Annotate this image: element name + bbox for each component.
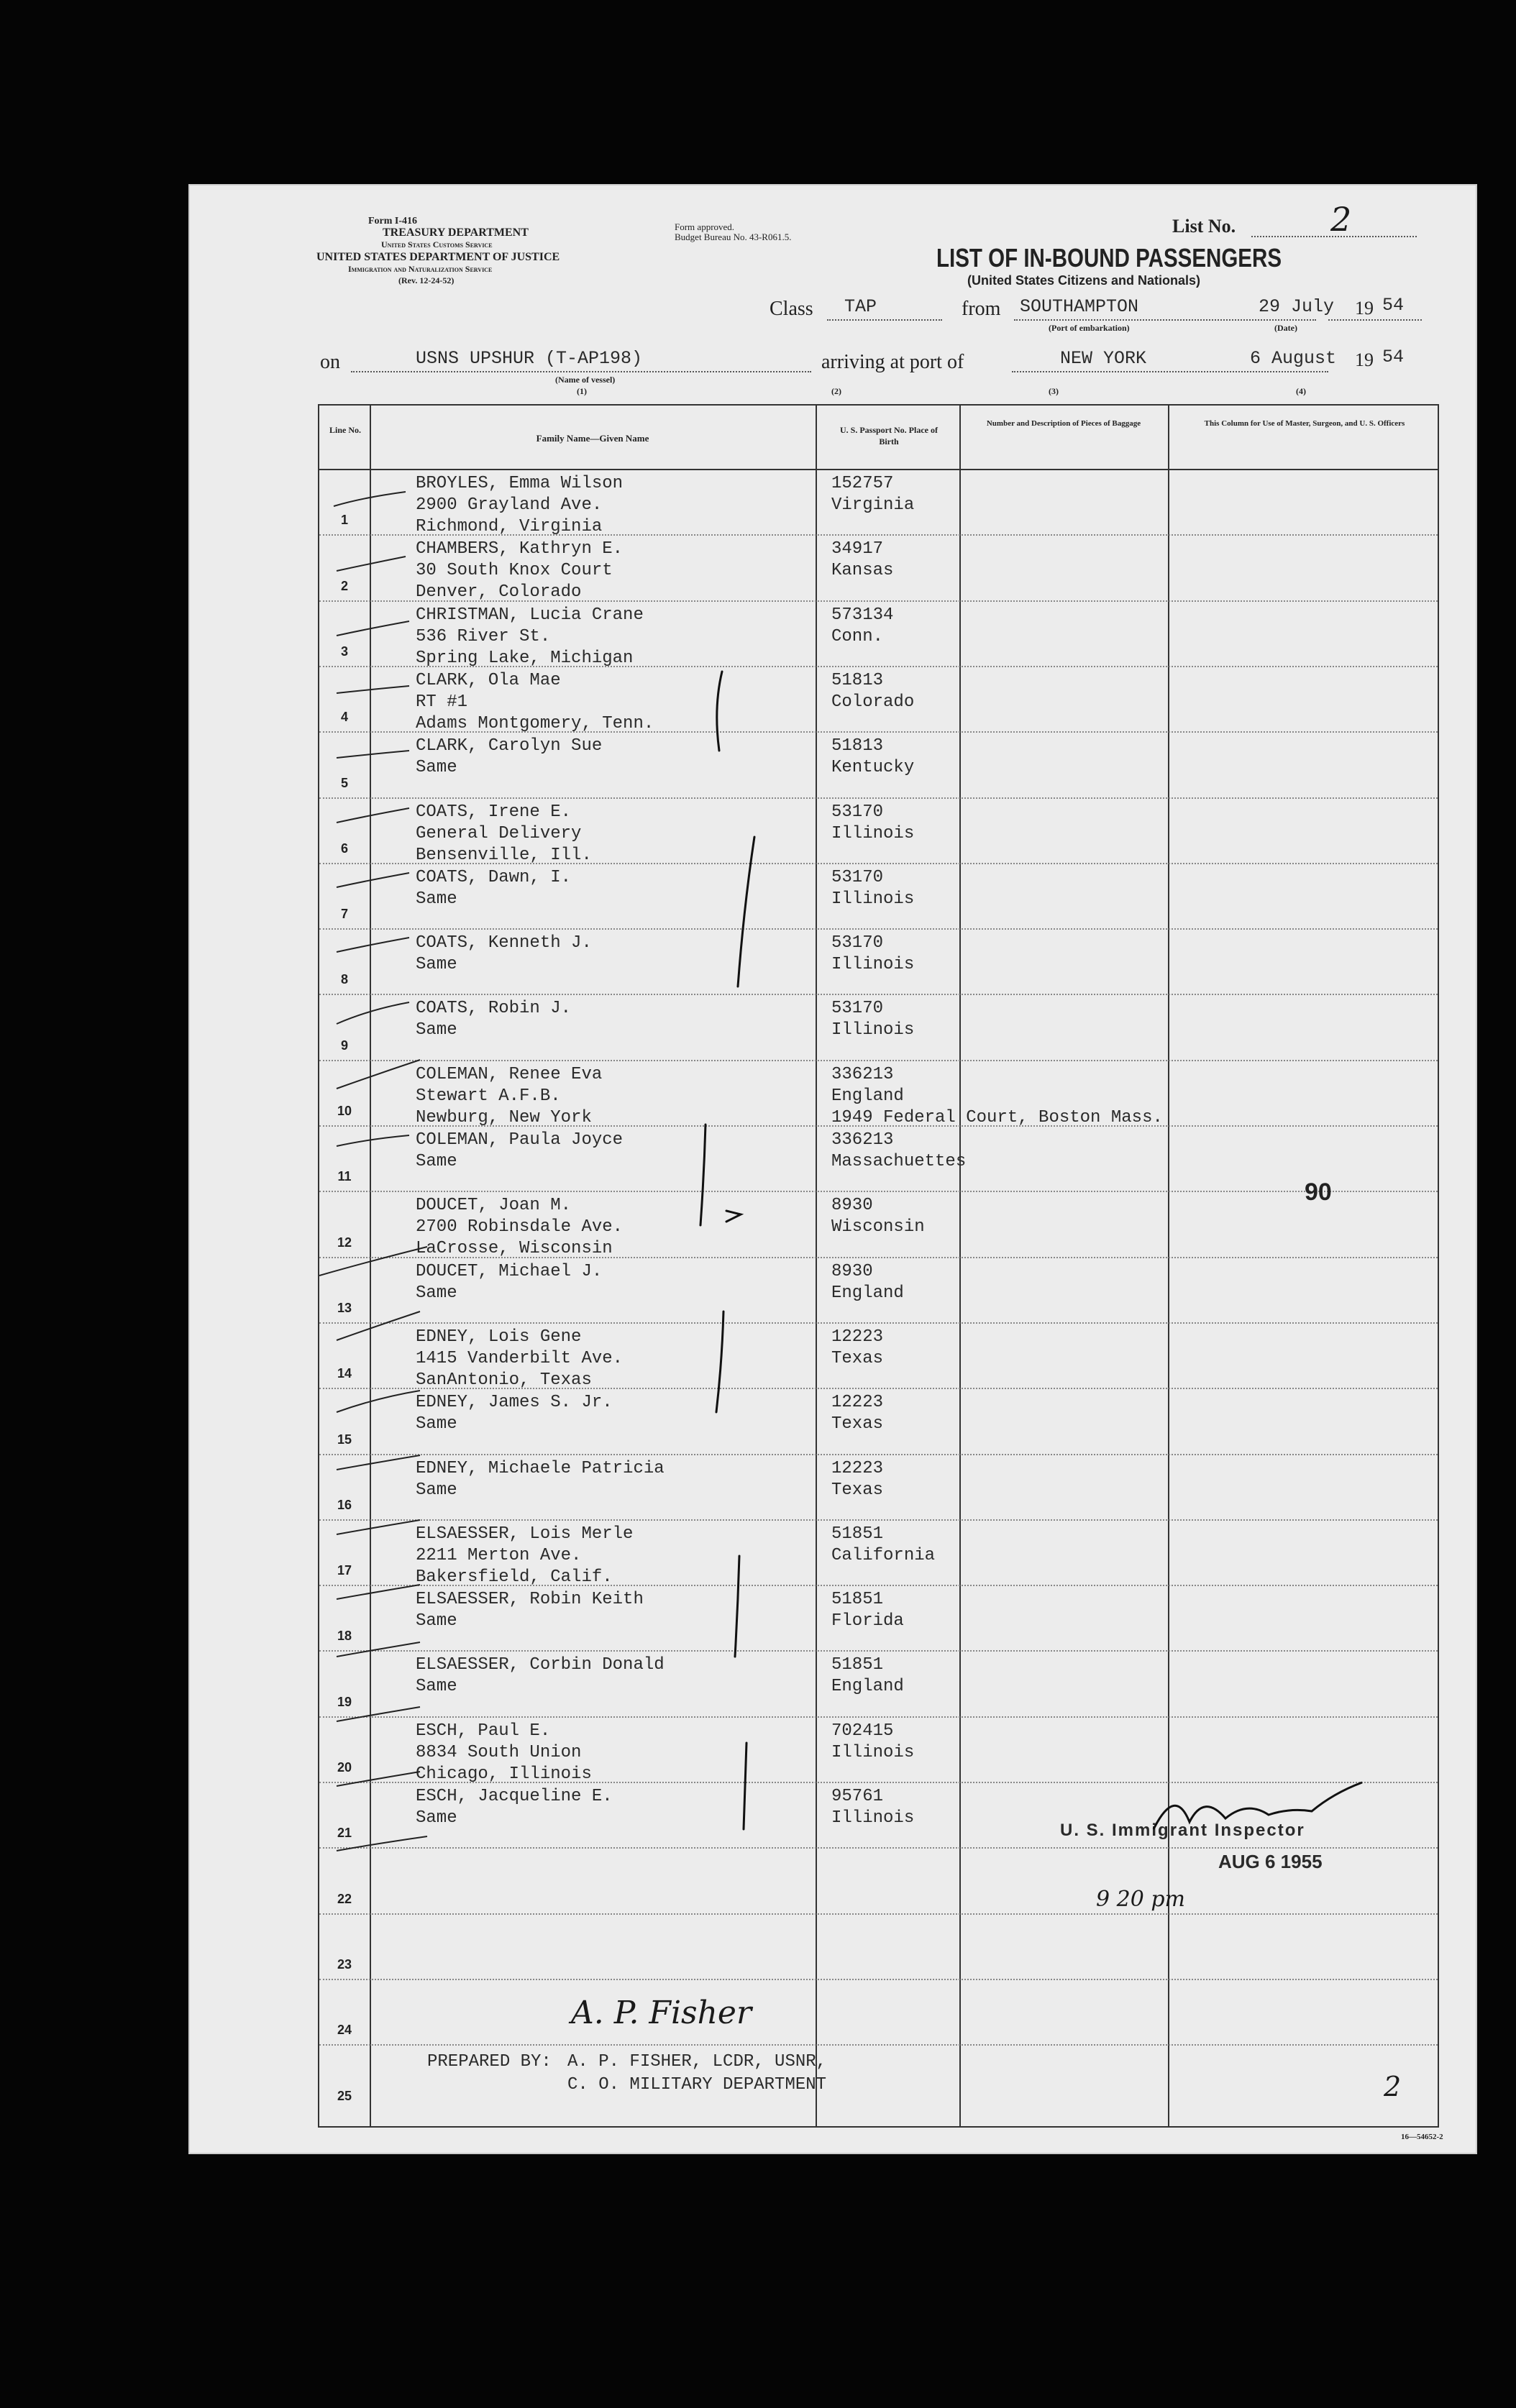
- passport-number: 53170: [831, 867, 884, 887]
- from-caption: (Port of embarkation): [1049, 323, 1130, 333]
- line-number: 23: [337, 1956, 352, 1972]
- passport-number: 53170: [831, 999, 884, 1019]
- passenger-address: RT #1: [416, 692, 468, 712]
- passport-number: 12223: [831, 1327, 884, 1347]
- from-value: SOUTHAMPTON: [1020, 296, 1139, 317]
- place-of-birth: Wisconsin: [831, 1217, 925, 1237]
- time-note: 9 20 pm: [1096, 1887, 1185, 1912]
- port-line: [1012, 371, 1328, 372]
- passenger-name: COLEMAN, Renee Eva: [416, 1064, 603, 1084]
- on-label: on: [320, 351, 340, 373]
- customs-service: United States Customs Service: [381, 239, 493, 250]
- line-number: 25: [337, 2088, 352, 2103]
- prepared-by-name: A. P. FISHER, LCDR, USNR,: [567, 2052, 827, 2071]
- passenger-address: Richmond, Virginia: [416, 517, 603, 536]
- date-num: (4): [1296, 386, 1306, 396]
- passenger-name: COATS, Dawn, I.: [416, 867, 572, 887]
- col-line-no: Line No.: [329, 425, 361, 435]
- note: 1949 Federal Court, Boston Mass.: [831, 1107, 1163, 1127]
- passenger-address: Same: [416, 955, 457, 975]
- passenger-address: Denver, Colorado: [416, 582, 582, 603]
- revision: (Rev. 12-24-52): [398, 275, 455, 285]
- year-prefix-2: 19: [1355, 349, 1374, 370]
- line-number: 17: [337, 1563, 352, 1578]
- passenger-table: [318, 404, 1439, 2128]
- passenger-address: Same: [416, 1020, 457, 1040]
- line-number: 5: [340, 775, 348, 790]
- passenger-address: 2211 Merton Ave.: [416, 1545, 582, 1565]
- place-of-birth: Illinois: [831, 955, 915, 975]
- passenger-address: Bakersfield, Calif.: [416, 1567, 613, 1587]
- port-num: (3): [1049, 386, 1059, 396]
- line-number: 18: [337, 1629, 352, 1644]
- passenger-name: DOUCET, Michael J.: [416, 1261, 603, 1281]
- line-number: 9: [340, 1038, 348, 1053]
- passport-number: 152757: [831, 474, 894, 493]
- passenger-address: Same: [416, 889, 457, 909]
- line-number: 2: [340, 578, 348, 593]
- list-no-value: 2: [1330, 200, 1352, 239]
- form-number: Form I-416: [368, 216, 418, 226]
- line-number: 8: [340, 972, 348, 987]
- passenger-name: DOUCET, Joan M.: [416, 1196, 572, 1216]
- year-1: 54: [1382, 295, 1405, 316]
- line-number: 10: [337, 1104, 352, 1118]
- place-of-birth: England: [831, 1283, 904, 1303]
- page-title: LIST OF IN-BOUND PASSENGERS: [936, 243, 1282, 273]
- passenger-address: 2900 Grayland Ave.: [416, 495, 603, 515]
- passenger-address: 1415 Vanderbilt Ave.: [416, 1348, 624, 1368]
- vessel-num: (1): [577, 386, 587, 396]
- justice-dept: UNITED STATES DEPARTMENT OF JUSTICE: [316, 251, 560, 263]
- passenger-address: Stewart A.F.B.: [416, 1086, 561, 1106]
- passenger-address: Same: [416, 1480, 457, 1500]
- place-of-birth: Massachuettes: [831, 1152, 967, 1171]
- place-of-birth: Illinois: [831, 889, 915, 909]
- vessel-line: [351, 371, 811, 372]
- col-officers: This Column for Use of Master, Surgeon, and U. S. Officers: [1204, 419, 1405, 428]
- passenger-name: EDNEY, Michaele Patricia: [416, 1458, 665, 1478]
- passenger-name: ELSAESSER, Corbin Donald: [416, 1655, 665, 1675]
- passenger-address: Same: [416, 1414, 457, 1434]
- line-number: 11: [337, 1169, 352, 1184]
- line-number: 4: [340, 710, 348, 725]
- passenger-name: COLEMAN, Paula Joyce: [416, 1130, 624, 1150]
- line-number: 1: [340, 513, 348, 528]
- prepared-by-title: C. O. MILITARY DEPARTMENT: [567, 2075, 827, 2095]
- line-number: 12: [337, 1235, 352, 1250]
- date-caption: (Date): [1274, 323, 1297, 333]
- passenger-address: Chicago, Illinois: [416, 1764, 592, 1784]
- passenger-address: Adams Montgomery, Tenn.: [416, 713, 654, 733]
- passport-number: 8930: [831, 1261, 873, 1281]
- passport-number: 95761: [831, 1787, 884, 1806]
- passenger-address: Newburg, New York: [416, 1107, 592, 1127]
- passenger-address: 8834 South Union: [416, 1742, 582, 1762]
- passenger-address: Same: [416, 1152, 457, 1171]
- passenger-name: ESCH, Paul E.: [416, 1721, 551, 1741]
- passenger-name: ESCH, Jacqueline E.: [416, 1787, 613, 1806]
- arrival-date: 6 August: [1250, 348, 1337, 369]
- passenger-address: SanAntonio, Texas: [416, 1370, 592, 1390]
- line-number: 6: [340, 841, 348, 856]
- passenger-name: ELSAESSER, Robin Keith: [416, 1590, 644, 1610]
- place-of-birth: Kansas: [831, 561, 894, 581]
- passport-number: 12223: [831, 1458, 884, 1478]
- officer-mark-90: 90: [1305, 1178, 1332, 1206]
- inspector-stamp: U. S. Immigrant Inspector: [1060, 1821, 1305, 1840]
- passport-number: 51813: [831, 670, 884, 690]
- from-label: from: [962, 298, 1001, 320]
- class-label: Class: [770, 298, 813, 320]
- line-number: 16: [337, 1497, 352, 1512]
- treasury-dept: TREASURY DEPARTMENT: [383, 226, 529, 239]
- passenger-name: COATS, Robin J.: [416, 999, 572, 1019]
- line-number: 19: [337, 1694, 352, 1709]
- line-number: 20: [337, 1760, 352, 1775]
- passenger-name: EDNEY, James S. Jr.: [416, 1393, 613, 1413]
- date-value: 29 July: [1259, 296, 1335, 317]
- line-number: 13: [337, 1300, 352, 1315]
- passport-number: 34917: [831, 539, 884, 559]
- year-2: 54: [1382, 347, 1405, 367]
- arriving-label: arriving at port of: [821, 351, 964, 373]
- passenger-address: Same: [416, 1611, 457, 1631]
- place-of-birth: Florida: [831, 1611, 904, 1631]
- passenger-name: BROYLES, Emma Wilson: [416, 474, 624, 493]
- place-of-birth: California: [831, 1545, 936, 1565]
- col-name: Family Name—Given Name: [536, 433, 649, 444]
- line-number: 22: [337, 1891, 352, 1906]
- passport-number: 336213: [831, 1064, 894, 1084]
- prepared-by-label: PREPARED BY:: [427, 2052, 552, 2071]
- vessel-name: USNS UPSHUR (T-AP198): [416, 348, 643, 369]
- place-of-birth: Texas: [831, 1414, 884, 1434]
- passenger-address: 30 South Knox Court: [416, 561, 613, 581]
- footer-code: 16—54652-2: [1401, 2133, 1443, 2141]
- page-subtitle: (United States Citizens and Nationals): [967, 273, 1201, 288]
- place-of-birth: England: [831, 1086, 904, 1106]
- list-no-label: List No.: [1172, 216, 1236, 237]
- passenger-name: EDNEY, Lois Gene: [416, 1327, 582, 1347]
- place-of-birth: Illinois: [831, 1808, 915, 1828]
- passenger-address: Same: [416, 1677, 457, 1697]
- ins-service: Immigration and Naturalization Service: [348, 264, 493, 274]
- class-value: TAP: [844, 296, 877, 317]
- passenger-address: General Delivery: [416, 823, 582, 843]
- passport-number: 53170: [831, 802, 884, 822]
- line-number: 24: [337, 2023, 352, 2038]
- place-of-birth: Texas: [831, 1348, 884, 1368]
- port-value: NEW YORK: [1060, 348, 1147, 369]
- passenger-name: CLARK, Carolyn Sue: [416, 736, 603, 756]
- line-number: 15: [337, 1432, 352, 1447]
- passenger-address: Spring Lake, Michigan: [416, 648, 634, 668]
- passenger-name: CHAMBERS, Kathryn E.: [416, 539, 624, 559]
- passport-number: 51851: [831, 1524, 884, 1544]
- passenger-address: 536 River St.: [416, 626, 551, 646]
- place-of-birth: Illinois: [831, 1020, 915, 1040]
- passport-number: 53170: [831, 933, 884, 953]
- place-of-birth: Texas: [831, 1480, 884, 1500]
- col-baggage: Number and Description of Pieces of Baggage: [986, 419, 1141, 428]
- inspector-signature: [1146, 1779, 1376, 1844]
- passenger-address: Same: [416, 758, 457, 778]
- passenger-address: Bensenville, Ill.: [416, 845, 592, 865]
- passenger-address: LaCrosse, Wisconsin: [416, 1239, 613, 1259]
- class-line: [827, 319, 942, 321]
- date-line: [1328, 319, 1422, 321]
- arriving-num: (2): [831, 386, 841, 396]
- from-line: [1014, 319, 1316, 321]
- passenger-name: COATS, Irene E.: [416, 802, 572, 822]
- line-number: 7: [340, 907, 348, 922]
- passenger-address: Same: [416, 1283, 457, 1303]
- passenger-name: CHRISTMAN, Lucia Crane: [416, 605, 644, 625]
- form-approved: Form approved.: [675, 221, 735, 232]
- passenger-address: Same: [416, 1808, 457, 1828]
- passport-number: 12223: [831, 1393, 884, 1413]
- line-number: 14: [337, 1366, 352, 1381]
- budget-bureau: Budget Bureau No. 43-R061.5.: [675, 232, 792, 242]
- passenger-address: 2700 Robinsdale Ave.: [416, 1217, 624, 1237]
- passport-number: 51851: [831, 1590, 884, 1610]
- place-of-birth: Illinois: [831, 1742, 915, 1762]
- stamp-date: AUG 6 1955: [1218, 1851, 1323, 1872]
- passport-number: 51851: [831, 1655, 884, 1675]
- place-of-birth: England: [831, 1677, 904, 1697]
- col-passport: U. S. Passport No. Place of Birth: [840, 425, 938, 447]
- passport-number: 336213: [831, 1130, 894, 1150]
- place-of-birth: Colorado: [831, 692, 915, 712]
- place-of-birth: Kentucky: [831, 758, 915, 778]
- manifest-page: [188, 184, 1477, 2154]
- passenger-name: ELSAESSER, Lois Merle: [416, 1524, 634, 1544]
- year-prefix-1: 19: [1355, 298, 1374, 319]
- passport-number: 51813: [831, 736, 884, 756]
- passenger-name: CLARK, Ola Mae: [416, 670, 561, 690]
- line-number: 21: [337, 1826, 352, 1841]
- place-of-birth: Illinois: [831, 823, 915, 843]
- place-of-birth: Conn.: [831, 626, 884, 646]
- preparer-signature: A. P. Fisher: [571, 1995, 752, 2031]
- vessel-caption: (Name of vessel): [555, 375, 616, 385]
- passport-number: 8930: [831, 1196, 873, 1216]
- passenger-name: COATS, Kenneth J.: [416, 933, 592, 953]
- page-mark: 2: [1384, 2071, 1402, 2102]
- line-number: 3: [340, 644, 348, 659]
- place-of-birth: Virginia: [831, 495, 915, 515]
- passport-number: 573134: [831, 605, 894, 625]
- passport-number: 702415: [831, 1721, 894, 1741]
